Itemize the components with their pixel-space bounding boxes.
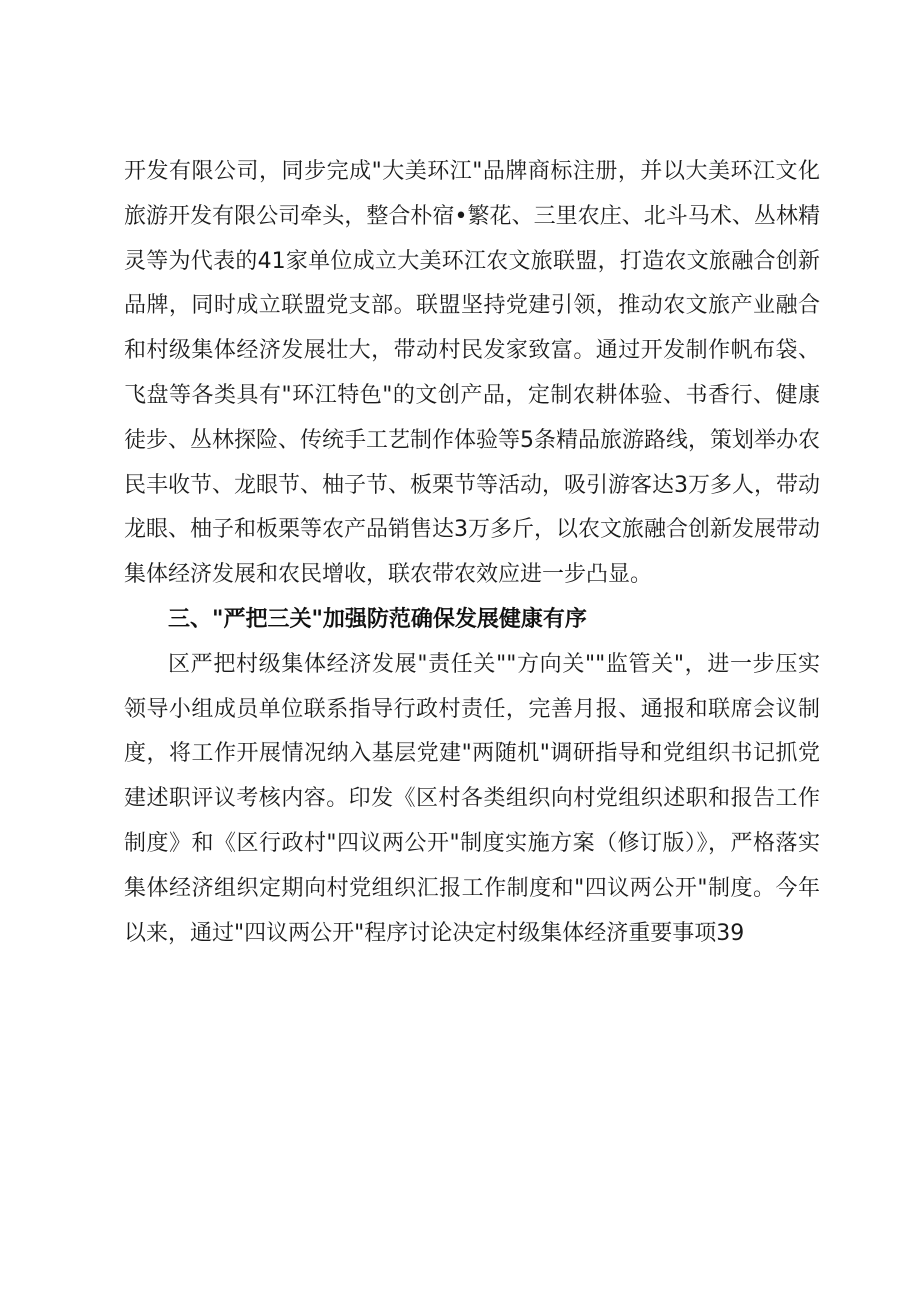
- document-body: [124, 150, 820, 956]
- body-paragraph-1: 开发有限公司，同步完成"大美环江"品牌商标注册，并以大美环江文化旅游开发有限公司牵头，整合朴宿•繁花、三里农庄、北斗马术、丛林精灵等为代表的41家单位成立大美环江农文旅联盟，打造农文旅融合创新品牌，同时成立联盟党支部。联盟坚持党建引领，推动农文旅产业融合和村级集体经济发展壮大，带动村民发家致富。通过开发制作帆布袋、飞盘等各类具有"环江特色"的文创产品，定制农耕体验、书香行、健康徒步、丛林探险、传统手工艺制作体验等5条精品旅游路线，策划举办农民丰收节、龙眼节、柚子节、板栗节等活动，吸引游客达3万多人，带动龙眼、柚子和板栗等农产品销售达3万多斤，以农文旅融合创新发展带动集体经济发展和农民增收，联农带农效应进一步凸显。: [124, 159, 820, 588]
- body-paragraph-2: 区严把村级集体经济发展"责任关""方向关""监管关"，进一步压实领导小组成员单位联系指导行政村责任，完善月报、通报和联席会议制度，将工作开展情况纳入基层党建"两随机"调研指导和党组织书记抓党建述职评议考核内容。印发《区村各类组织向村党组织述职和报告工作制度》和《区行政村"四议两公开"制度实施方案（修订版）》，严格落实集体经济组织定期向村党组织汇报工作制度和"四议两公开"制度。今年以来，通过"四议两公开"程序讨论决定村级集体经济重要事项39: [124, 651, 820, 946]
- section-heading: 三、"严把三关"加强防范确保发展健康有序: [168, 606, 587, 632]
